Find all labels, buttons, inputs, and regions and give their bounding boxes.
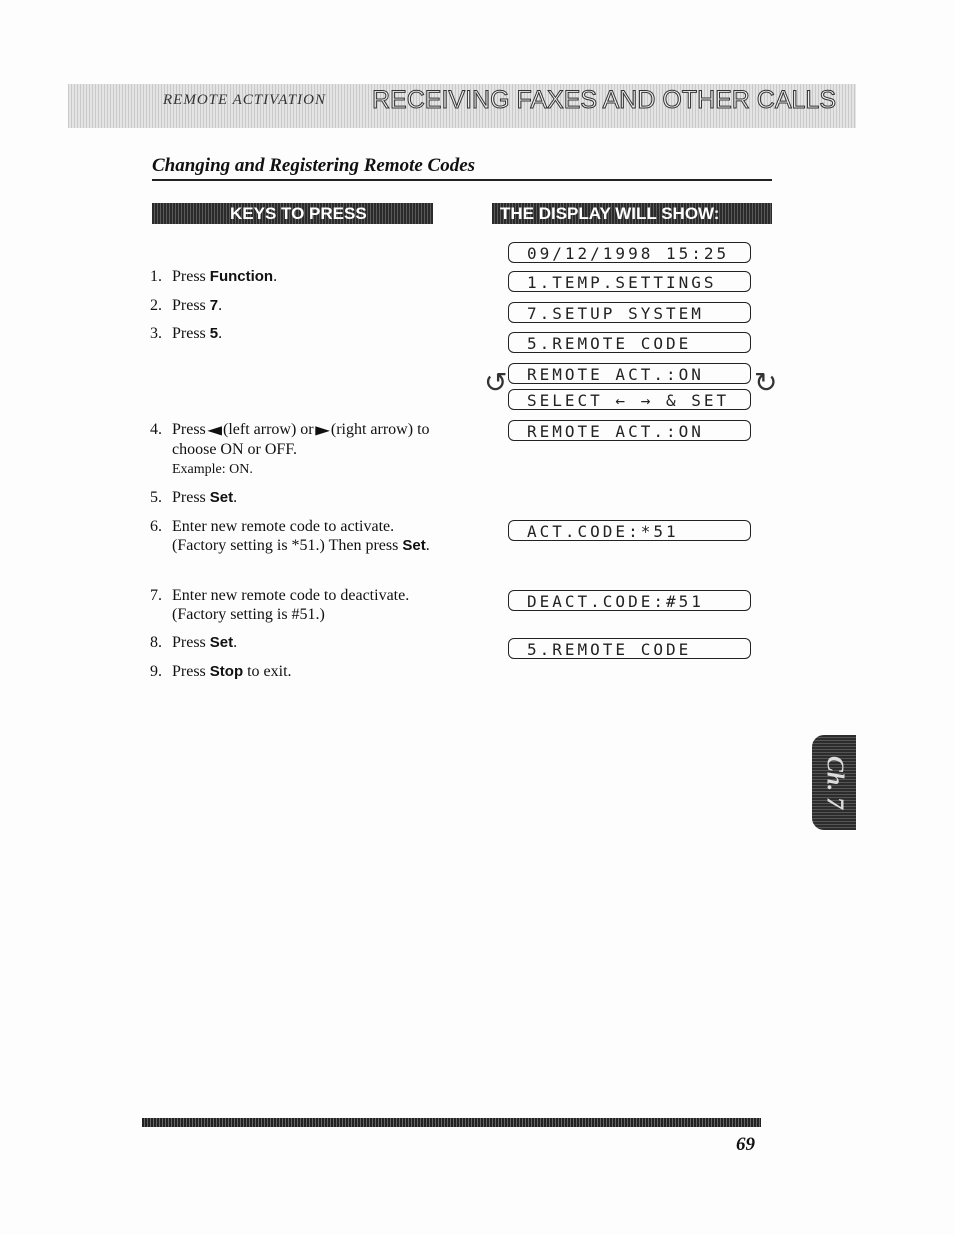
- step-text-pre: Press: [172, 268, 210, 285]
- lcd-display-line: REMOTE ACT.:ON: [508, 420, 751, 441]
- step-note: Example: ON.: [172, 462, 253, 477]
- step-text: [172, 420, 434, 479]
- step-text-post: .: [218, 325, 223, 342]
- keys-column-label: KEYS TO PRESS: [230, 204, 367, 223]
- step-text-pre: Press: [172, 325, 210, 342]
- chapter-tab: [812, 735, 856, 830]
- key-stop: Stop: [209, 663, 244, 680]
- display-column-header: [492, 203, 772, 224]
- lcd-display-line: SELECT ← → & SET: [508, 389, 751, 410]
- lcd-display-line: DEACT.CODE:#51: [508, 590, 751, 611]
- step-number: 3.: [150, 325, 162, 342]
- key-set: Set: [402, 537, 426, 554]
- lcd-display-line: 5.REMOTE CODE: [508, 332, 751, 353]
- step-number: 9.: [150, 663, 162, 680]
- lcd-display-line: ACT.CODE:*51: [508, 520, 751, 541]
- key-set: Set: [209, 634, 234, 651]
- section-title: Changing and Registering Remote Codes: [152, 155, 476, 176]
- step-text-pre: Enter new remote code to activate. (Factory setting is *51.) Then press: [172, 518, 403, 554]
- header-section-label: REMOTE ACTIVATION: [163, 92, 326, 108]
- key-set: Set: [209, 489, 234, 506]
- step-text-pre: Press: [172, 489, 210, 506]
- step-number: 7.: [150, 587, 162, 604]
- header-title: RECEIVING FAXES AND OTHER CALLS: [372, 86, 837, 114]
- chapter-tab-label: Ch. 7: [821, 755, 848, 810]
- step-text-post: .: [425, 537, 430, 554]
- step-number: 6.: [150, 518, 162, 535]
- step-text: [172, 324, 434, 343]
- keys-column-header: [152, 203, 433, 224]
- step-number: 5.: [150, 489, 162, 506]
- step-text-post: .: [233, 489, 238, 506]
- step-text: [172, 517, 434, 555]
- step-text-post: .: [273, 268, 278, 285]
- step-text: [172, 633, 434, 652]
- lcd-display-line: 09/12/1998 15:25: [508, 242, 751, 263]
- key-function: Function: [209, 268, 274, 285]
- step-text-post: (right arrow) to choose ON or OFF.: [172, 421, 430, 458]
- step-text-post: .: [233, 634, 238, 651]
- right-arrow-icon: ▶: [314, 423, 330, 437]
- step-text-pre: Press: [172, 421, 206, 438]
- step-text: [172, 662, 434, 681]
- cycle-arrow-right-icon: ↻: [754, 366, 778, 399]
- step-text-pre: Press: [172, 634, 210, 651]
- page-number: 69: [736, 1134, 755, 1155]
- step-text: [172, 296, 434, 315]
- lcd-display-line: REMOTE ACT.:ON: [508, 363, 751, 384]
- key-5: 5: [209, 325, 219, 342]
- step-text-post: .: [218, 297, 223, 314]
- step-number: 4.: [150, 421, 162, 438]
- step-text-post: to exit.: [243, 663, 292, 680]
- step-number: 8.: [150, 634, 162, 651]
- left-arrow-icon: ◀: [207, 423, 222, 437]
- footer-rule: [142, 1118, 761, 1127]
- cycle-arrow-left-icon: ↺: [484, 366, 508, 399]
- lcd-display-line: 1.TEMP.SETTINGS: [508, 271, 751, 292]
- section-rule: [152, 179, 772, 181]
- key-7: 7: [209, 297, 219, 314]
- step-text-mid: (left arrow) or: [223, 421, 314, 438]
- step-number: 2.: [150, 297, 162, 314]
- step-number: 1.: [150, 268, 162, 285]
- lcd-display-line: 7.SETUP SYSTEM: [508, 302, 751, 323]
- step-text-pre: Press: [172, 297, 210, 314]
- step-text-pre: Press: [172, 663, 210, 680]
- step-text: [172, 267, 434, 286]
- step-text: Enter new remote code to deactivate. (Factory setting is #51.): [172, 587, 410, 623]
- display-column-label: THE DISPLAY WILL SHOW:: [500, 204, 720, 223]
- step-text: [172, 488, 434, 507]
- lcd-display-line: 5.REMOTE CODE: [508, 638, 751, 659]
